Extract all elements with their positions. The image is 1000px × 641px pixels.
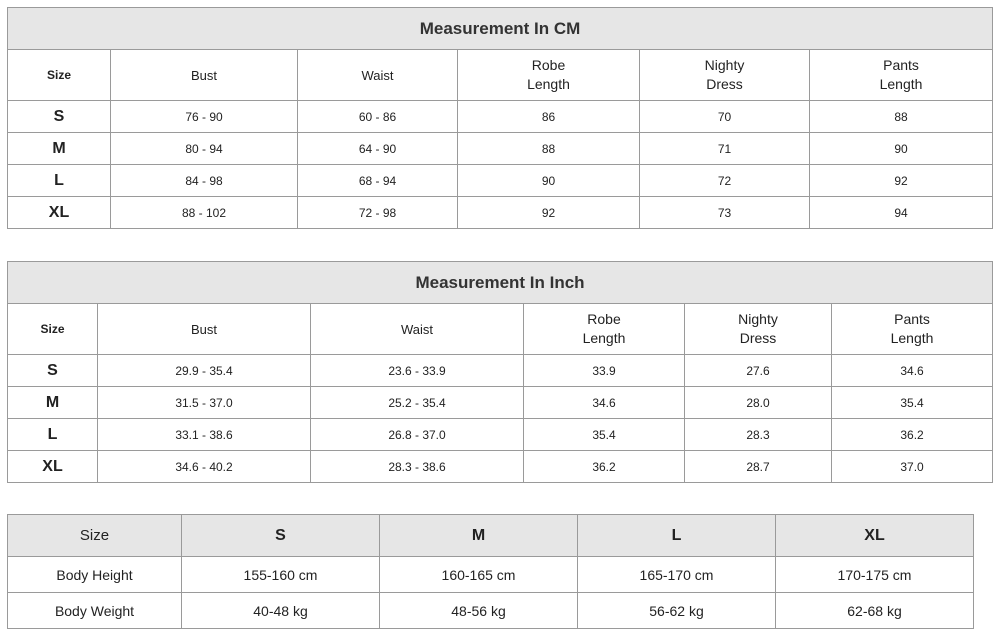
inch-header-waist: Waist	[311, 304, 524, 355]
table-row	[8, 451, 993, 483]
cm-header-robe-length: Robe Length	[458, 50, 640, 101]
cm-table-title: Measurement In CM	[8, 8, 993, 50]
inch-header-pants-length: Pants Length	[832, 304, 993, 355]
measurement-inch-table	[7, 261, 993, 483]
robe-length-cell: 86	[458, 101, 640, 133]
size-cell: S	[8, 355, 98, 387]
cm-header-pants-length: Pants Length	[810, 50, 993, 101]
waist-cell: 23.6 - 33.9	[311, 355, 524, 387]
body-weight-m: 48-56 kg	[380, 593, 578, 629]
pants-length-cell: 37.0	[832, 451, 993, 483]
nighty-dress-cell: 73	[640, 197, 810, 229]
waist-cell: 26.8 - 37.0	[311, 419, 524, 451]
size-cell: L	[8, 419, 98, 451]
table-row	[8, 101, 993, 133]
bust-cell: 84 - 98	[111, 165, 298, 197]
body-height-xl: 170-175 cm	[776, 557, 974, 593]
bust-cell: 80 - 94	[111, 133, 298, 165]
table-row	[8, 165, 993, 197]
pants-length-cell: 34.6	[832, 355, 993, 387]
waist-cell: 72 - 98	[298, 197, 458, 229]
robe-length-cell: 35.4	[524, 419, 685, 451]
inch-header-bust: Bust	[98, 304, 311, 355]
bust-cell: 76 - 90	[111, 101, 298, 133]
size-cell: M	[8, 387, 98, 419]
body-header-m: M	[380, 515, 578, 557]
table-row	[8, 387, 993, 419]
nighty-dress-cell: 72	[640, 165, 810, 197]
size-cell: XL	[8, 197, 111, 229]
bust-cell: 34.6 - 40.2	[98, 451, 311, 483]
body-header-xl: XL	[776, 515, 974, 557]
table-row	[8, 355, 993, 387]
nighty-dress-cell: 27.6	[685, 355, 832, 387]
body-header-l: L	[578, 515, 776, 557]
bust-cell: 88 - 102	[111, 197, 298, 229]
robe-length-cell: 88	[458, 133, 640, 165]
size-cell: S	[8, 101, 111, 133]
robe-length-cell: 36.2	[524, 451, 685, 483]
inch-header-size: Size	[8, 304, 98, 355]
robe-length-cell: 34.6	[524, 387, 685, 419]
body-header-size: Size	[8, 515, 182, 557]
body-weight-label: Body Weight	[8, 593, 182, 629]
bust-cell: 29.9 - 35.4	[98, 355, 311, 387]
cm-header-bust: Bust	[111, 50, 298, 101]
inch-header-nighty-dress: Nighty Dress	[685, 304, 832, 355]
pants-length-cell: 36.2	[832, 419, 993, 451]
pants-length-cell: 92	[810, 165, 993, 197]
robe-length-cell: 92	[458, 197, 640, 229]
body-weight-l: 56-62 kg	[578, 593, 776, 629]
nighty-dress-cell: 28.7	[685, 451, 832, 483]
table-row	[8, 557, 974, 593]
bust-cell: 33.1 - 38.6	[98, 419, 311, 451]
robe-length-cell: 33.9	[524, 355, 685, 387]
pants-length-cell: 35.4	[832, 387, 993, 419]
measurement-cm-table	[7, 7, 993, 229]
inch-table-title: Measurement In Inch	[8, 262, 993, 304]
waist-cell: 60 - 86	[298, 101, 458, 133]
body-size-table	[7, 514, 974, 629]
robe-length-cell: 90	[458, 165, 640, 197]
cm-header-waist: Waist	[298, 50, 458, 101]
pants-length-cell: 88	[810, 101, 993, 133]
pants-length-cell: 94	[810, 197, 993, 229]
table-row	[8, 133, 993, 165]
body-height-m: 160-165 cm	[380, 557, 578, 593]
nighty-dress-cell: 71	[640, 133, 810, 165]
size-cell: XL	[8, 451, 98, 483]
size-cell: M	[8, 133, 111, 165]
nighty-dress-cell: 70	[640, 101, 810, 133]
nighty-dress-cell: 28.0	[685, 387, 832, 419]
cm-header-nighty-dress: Nighty Dress	[640, 50, 810, 101]
body-weight-xl: 62-68 kg	[776, 593, 974, 629]
waist-cell: 68 - 94	[298, 165, 458, 197]
body-weight-s: 40-48 kg	[182, 593, 380, 629]
nighty-dress-cell: 28.3	[685, 419, 832, 451]
body-height-l: 165-170 cm	[578, 557, 776, 593]
table-row	[8, 197, 993, 229]
size-cell: L	[8, 165, 111, 197]
waist-cell: 28.3 - 38.6	[311, 451, 524, 483]
body-height-s: 155-160 cm	[182, 557, 380, 593]
cm-header-size: Size	[8, 50, 111, 101]
body-header-s: S	[182, 515, 380, 557]
table-row	[8, 419, 993, 451]
waist-cell: 25.2 - 35.4	[311, 387, 524, 419]
waist-cell: 64 - 90	[298, 133, 458, 165]
pants-length-cell: 90	[810, 133, 993, 165]
inch-header-robe-length: Robe Length	[524, 304, 685, 355]
bust-cell: 31.5 - 37.0	[98, 387, 311, 419]
body-height-label: Body Height	[8, 557, 182, 593]
table-row	[8, 593, 974, 629]
